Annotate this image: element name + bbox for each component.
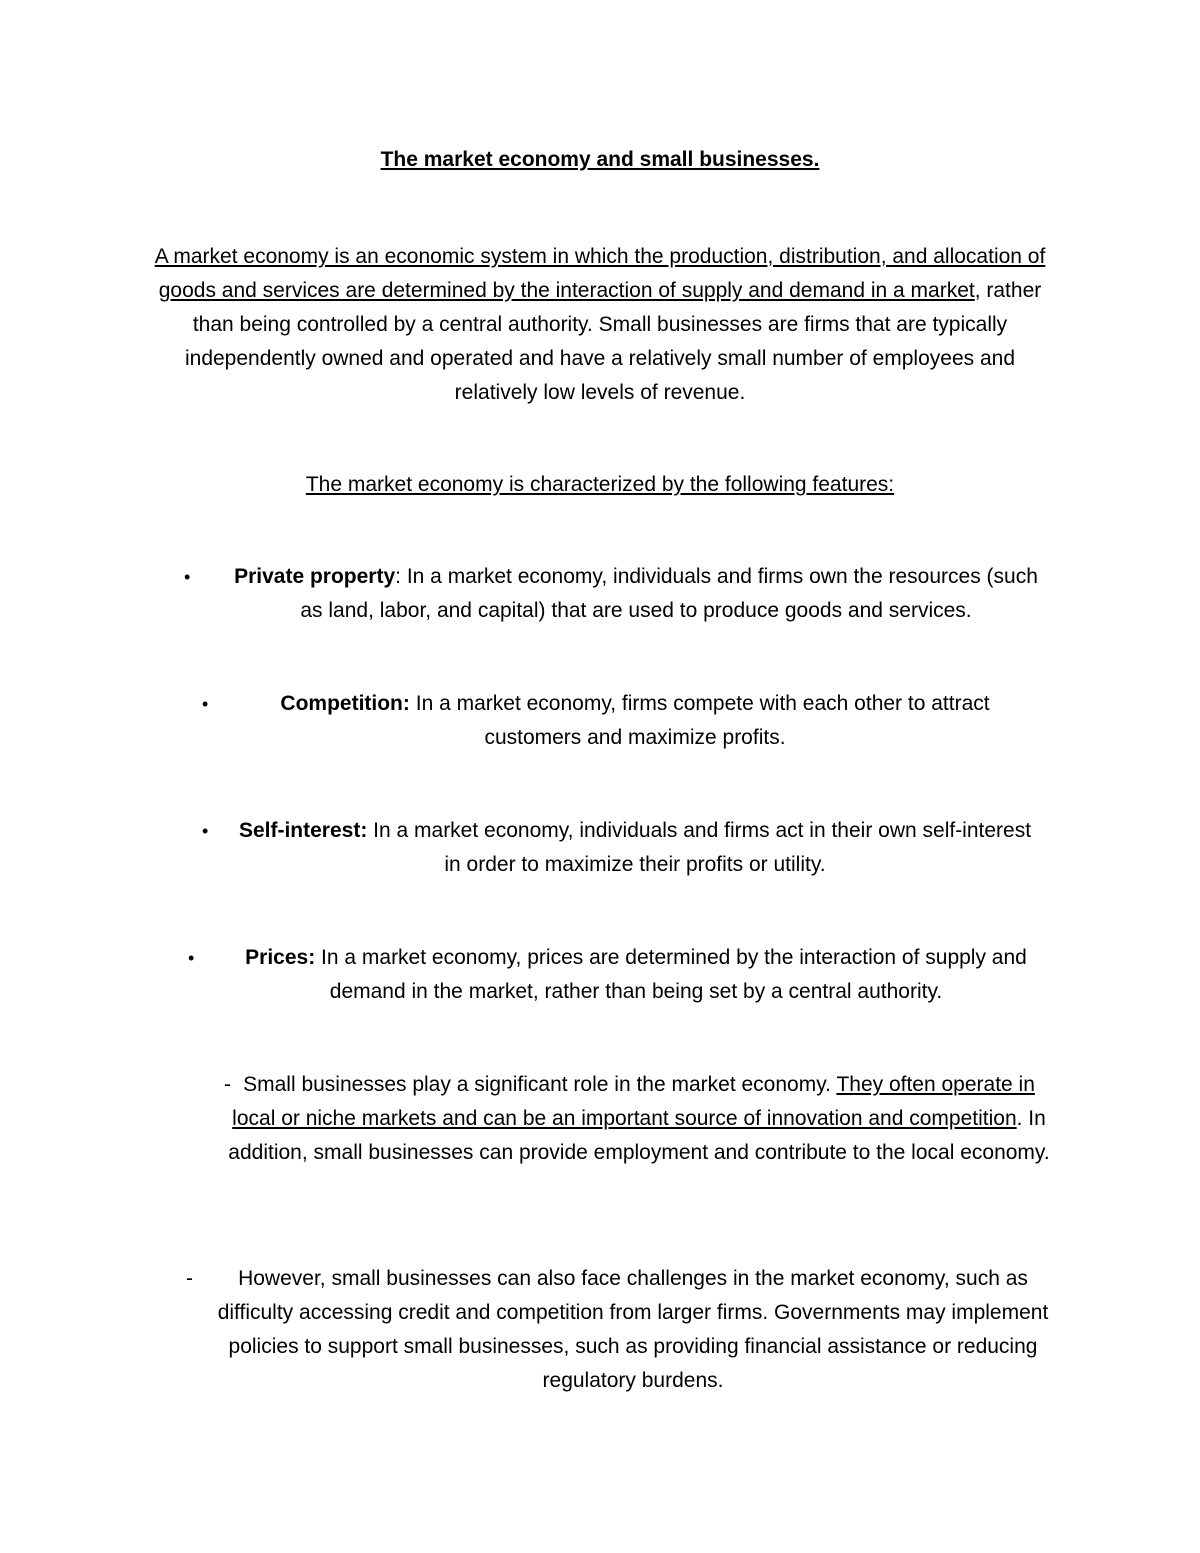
feature-term: Prices: [245, 946, 316, 969]
feature-term: Private property [234, 565, 396, 588]
feature-term: Self-interest: [238, 819, 368, 842]
features-heading: The market economy is characterized by the following features: [305, 473, 895, 496]
bullet-icon: • [184, 567, 191, 587]
intro-paragraph [150, 240, 1050, 410]
feature-item-prices [150, 941, 1050, 1009]
feature-item-competition [150, 687, 1050, 755]
feature-description: In a market economy, prices are determined by the interaction of supply and demand in the market, rather than being set by a central authority. [321, 946, 1027, 1003]
feature-text [230, 814, 1040, 882]
dash-icon: - [186, 1267, 193, 1290]
small-business-role-paragraph [150, 1068, 1060, 1170]
bullet-icon: • [188, 948, 195, 968]
paragraph-underlined-text: They often operate in local or niche markets and can be an important source of innovation and competition [232, 1073, 1035, 1130]
small-business-challenges-paragraph [150, 1262, 1060, 1398]
feature-description: In a market economy, individuals and firms own the resources (such as land, labor, and capital) that are used to produce goods and services. [300, 565, 1038, 622]
bullet-icon: • [202, 821, 209, 841]
paragraph-before-text: Small businesses play a significant role in the market economy. [243, 1073, 837, 1096]
feature-description: In a market economy, individuals and firms act in their own self-interest in order to maximize their profits or utility. [373, 819, 1032, 876]
document-title: The market economy and small businesses. [380, 148, 820, 171]
feature-separator: : [395, 565, 407, 588]
paragraph-text [228, 1068, 1050, 1170]
paragraph-after-text: . In addition, small businesses can provide employment and contribute to the local economy. [228, 1107, 1050, 1164]
feature-item-private-property [150, 560, 1050, 628]
feature-text [230, 687, 1040, 755]
intro-rest-text: , rather than being controlled by a central authority. Small businesses are firms that are typically independently owned and operated and have a relatively small number of employees and relatively low levels of revenue. [184, 279, 1042, 404]
feature-term: Competition: [280, 692, 410, 715]
feature-description: In a market economy, firms compete with each other to attract customers and maximize profits. [415, 692, 990, 749]
bullet-icon: • [202, 694, 209, 714]
feature-text [222, 560, 1050, 628]
intro-underlined-text: A market economy is an economic system in which the production, distribution, and allocation of goods and services are determined by the interaction of supply and demand in a market [154, 245, 1046, 302]
paragraph-text: However, small businesses can also face challenges in the market economy, such as difficulty accessing credit and competition from larger firms. Governments may implement policies to support small businesses, such as providing financial assistance or reducing regulatory burdens. [217, 1267, 1049, 1392]
dash-icon: - [224, 1073, 231, 1096]
feature-item-self-interest [150, 814, 1050, 882]
feature-text [222, 941, 1050, 1009]
